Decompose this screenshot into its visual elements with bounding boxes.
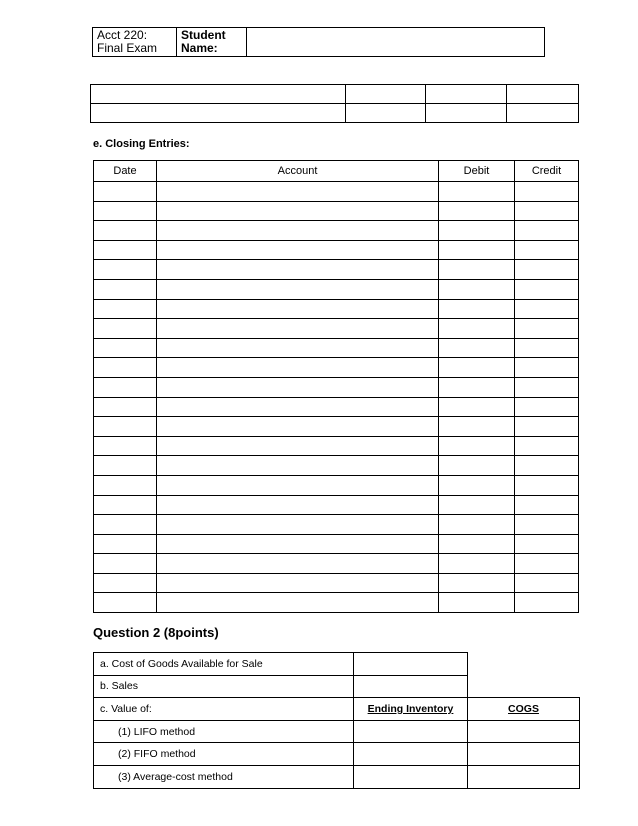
cogs-header: COGS [468, 698, 580, 721]
date-cell[interactable] [94, 456, 157, 476]
debit-cell[interactable] [439, 338, 515, 358]
student-name-field[interactable] [247, 28, 545, 57]
debit-cell[interactable] [439, 436, 515, 456]
date-cell[interactable] [94, 573, 157, 593]
account-cell[interactable] [157, 495, 439, 515]
table-row [94, 720, 580, 743]
debit-cell[interactable] [439, 573, 515, 593]
debit-cell[interactable] [439, 221, 515, 241]
table-cell[interactable] [507, 85, 579, 104]
account-cell[interactable] [157, 338, 439, 358]
table-row [94, 279, 579, 299]
table-row [94, 573, 579, 593]
course-line-1: Acct 220: [97, 28, 148, 42]
table-row [94, 698, 580, 721]
date-cell[interactable] [94, 397, 157, 417]
date-cell[interactable] [94, 475, 157, 495]
credit-cell[interactable] [515, 554, 579, 574]
table-row [94, 240, 579, 260]
sales-label: b. Sales [94, 675, 354, 698]
table-row [94, 534, 579, 554]
credit-cell[interactable] [515, 593, 579, 613]
table-row [94, 319, 579, 339]
date-cell[interactable] [94, 377, 157, 397]
lifo-ending-inventory[interactable] [354, 720, 468, 743]
date-cell[interactable] [94, 554, 157, 574]
table-row [94, 743, 580, 766]
debit-cell[interactable] [439, 456, 515, 476]
credit-cell[interactable] [515, 377, 579, 397]
credit-cell[interactable] [515, 338, 579, 358]
date-cell[interactable] [94, 495, 157, 515]
account-cell[interactable] [157, 417, 439, 437]
closing-entries-header [94, 161, 579, 182]
closing-entries-title: e. Closing Entries: [93, 138, 190, 150]
credit-cell[interactable] [515, 495, 579, 515]
table-row [94, 765, 580, 788]
table-cell[interactable] [346, 104, 426, 123]
table-row [94, 182, 579, 202]
date-cell[interactable] [94, 436, 157, 456]
lifo-cogs[interactable] [468, 720, 580, 743]
credit-cell[interactable] [515, 182, 579, 202]
date-cell[interactable] [94, 201, 157, 221]
credit-cell[interactable] [515, 201, 579, 221]
credit-cell[interactable] [515, 279, 579, 299]
account-cell[interactable] [157, 182, 439, 202]
credit-cell[interactable] [515, 417, 579, 437]
credit-cell[interactable] [515, 515, 579, 535]
debit-cell[interactable] [439, 377, 515, 397]
course-cell [93, 28, 177, 57]
account-cell[interactable] [157, 456, 439, 476]
average-cost-label: (3) Average-cost method [94, 765, 354, 788]
date-cell[interactable] [94, 260, 157, 280]
table-row [91, 85, 579, 104]
average-cost-cogs[interactable] [468, 765, 580, 788]
col-credit-header: Credit [515, 161, 579, 182]
debit-cell[interactable] [439, 593, 515, 613]
credit-cell[interactable] [515, 397, 579, 417]
debit-cell[interactable] [439, 417, 515, 437]
account-cell[interactable] [157, 358, 439, 378]
date-cell[interactable] [94, 417, 157, 437]
course-line-2: Final Exam [97, 41, 158, 55]
table-row [94, 436, 579, 456]
table-row [94, 495, 579, 515]
table-cell[interactable] [507, 104, 579, 123]
col-account-header: Account [157, 161, 439, 182]
debit-cell[interactable] [439, 319, 515, 339]
date-cell[interactable] [94, 240, 157, 260]
table-row [94, 417, 579, 437]
exam-header [92, 27, 545, 57]
date-cell[interactable] [94, 182, 157, 202]
table-cell[interactable] [346, 85, 426, 104]
table-row [94, 338, 579, 358]
table-cell[interactable] [91, 104, 346, 123]
account-cell[interactable] [157, 475, 439, 495]
table-row [94, 515, 579, 535]
account-cell[interactable] [157, 534, 439, 554]
student-label-line-1: Student [181, 28, 226, 42]
date-cell[interactable] [94, 515, 157, 535]
fifo-cogs[interactable] [468, 743, 580, 766]
ending-inventory-header: Ending Inventory [354, 698, 468, 721]
account-cell[interactable] [157, 554, 439, 574]
question2-table [93, 652, 580, 789]
account-cell[interactable] [157, 436, 439, 456]
fifo-label: (2) FIFO method [94, 743, 354, 766]
col-debit-header: Debit [439, 161, 515, 182]
table-cell[interactable] [91, 85, 346, 104]
debit-cell[interactable] [439, 515, 515, 535]
table-row [94, 221, 579, 241]
account-cell[interactable] [157, 299, 439, 319]
blank-cell [468, 653, 580, 676]
credit-cell[interactable] [515, 299, 579, 319]
col-date-header: Date [94, 161, 157, 182]
date-cell[interactable] [94, 319, 157, 339]
date-cell[interactable] [94, 534, 157, 554]
credit-cell[interactable] [515, 358, 579, 378]
table-row [94, 397, 579, 417]
lifo-label: (1) LIFO method [94, 720, 354, 743]
account-cell[interactable] [157, 279, 439, 299]
debit-cell[interactable] [439, 279, 515, 299]
account-cell[interactable] [157, 240, 439, 260]
table-row [94, 475, 579, 495]
date-cell[interactable] [94, 358, 157, 378]
account-cell[interactable] [157, 515, 439, 535]
date-cell[interactable] [94, 279, 157, 299]
table-row [94, 201, 579, 221]
cogs-available-value[interactable] [354, 653, 468, 676]
debit-cell[interactable] [439, 534, 515, 554]
debit-cell[interactable] [439, 201, 515, 221]
table-row [94, 554, 579, 574]
table-row [91, 104, 579, 123]
table-row [94, 593, 579, 613]
account-cell[interactable] [157, 201, 439, 221]
credit-cell[interactable] [515, 475, 579, 495]
date-cell[interactable] [94, 338, 157, 358]
debit-cell[interactable] [439, 182, 515, 202]
table-cell[interactable] [426, 104, 507, 123]
debit-cell[interactable] [439, 299, 515, 319]
date-cell[interactable] [94, 299, 157, 319]
value-of-label: c. Value of: [94, 698, 354, 721]
table-row [94, 456, 579, 476]
average-cost-ending-inventory[interactable] [354, 765, 468, 788]
debit-cell[interactable] [439, 358, 515, 378]
table-row [94, 299, 579, 319]
credit-cell[interactable] [515, 573, 579, 593]
debit-cell[interactable] [439, 260, 515, 280]
table-cell[interactable] [426, 85, 507, 104]
credit-cell[interactable] [515, 319, 579, 339]
question2-title: Question 2 (8points) [93, 625, 219, 640]
credit-cell[interactable] [515, 260, 579, 280]
credit-cell[interactable] [515, 456, 579, 476]
fifo-ending-inventory[interactable] [354, 743, 468, 766]
top-table [90, 84, 579, 123]
account-cell[interactable] [157, 593, 439, 613]
table-row [94, 358, 579, 378]
closing-entries-table [93, 160, 579, 613]
debit-cell[interactable] [439, 240, 515, 260]
student-label-cell [177, 28, 247, 57]
account-cell[interactable] [157, 377, 439, 397]
credit-cell[interactable] [515, 436, 579, 456]
account-cell[interactable] [157, 221, 439, 241]
credit-cell[interactable] [515, 221, 579, 241]
table-row [94, 377, 579, 397]
account-cell[interactable] [157, 397, 439, 417]
cogs-available-label: a. Cost of Goods Available for Sale [94, 653, 354, 676]
credit-cell[interactable] [515, 534, 579, 554]
account-cell[interactable] [157, 319, 439, 339]
account-cell[interactable] [157, 260, 439, 280]
debit-cell[interactable] [439, 397, 515, 417]
student-label-line-2: Name: [181, 41, 218, 55]
debit-cell[interactable] [439, 554, 515, 574]
date-cell[interactable] [94, 221, 157, 241]
date-cell[interactable] [94, 593, 157, 613]
table-row [94, 675, 580, 698]
credit-cell[interactable] [515, 240, 579, 260]
debit-cell[interactable] [439, 475, 515, 495]
account-cell[interactable] [157, 573, 439, 593]
table-row [94, 260, 579, 280]
table-row [94, 653, 580, 676]
sales-value[interactable] [354, 675, 468, 698]
debit-cell[interactable] [439, 495, 515, 515]
blank-cell [468, 675, 580, 698]
